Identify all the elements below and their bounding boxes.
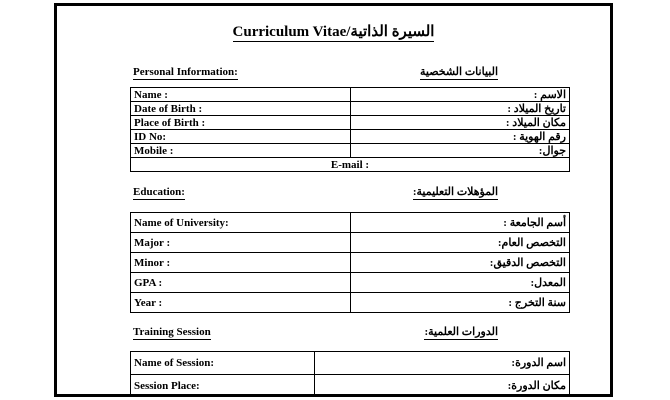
dob-label-ar: تاريخ الميلاد :: [350, 102, 570, 116]
id-label: ID No:: [131, 130, 351, 144]
table-row: [131, 375, 570, 398]
table-row: [131, 253, 570, 273]
page-title: [57, 22, 610, 41]
pob-label: Place of Birth :: [131, 116, 351, 130]
education-heading-ar: المؤهلات التعليمية:: [412, 186, 498, 198]
name-label: Name :: [131, 88, 351, 102]
table-row: [131, 102, 570, 116]
document-page: [54, 3, 613, 397]
session-name-label-ar: اسم الدورة:: [315, 352, 570, 375]
mobile-label-ar: جوال:: [350, 144, 570, 158]
table-row: [131, 293, 570, 313]
session-place-label: Session Place:: [131, 375, 315, 398]
table-row: [131, 158, 570, 172]
gpa-label-ar: المعدل:: [350, 273, 570, 293]
table-row: [131, 352, 570, 375]
education-heading-en: Education:: [133, 186, 185, 198]
minor-label-ar: التخصص الدقيق:: [350, 253, 570, 273]
pob-label-ar: مكان الميلاد :: [350, 116, 570, 130]
table-row: [131, 273, 570, 293]
gpa-label: GPA :: [131, 273, 351, 293]
name-label-ar: الاسم :: [350, 88, 570, 102]
major-label: Major :: [131, 233, 351, 253]
training-table: [130, 351, 570, 397]
minor-label: Minor :: [131, 253, 351, 273]
personal-heading-ar: البيانات الشخصية: [420, 66, 498, 78]
year-label-ar: سنة التخرج :: [350, 293, 570, 313]
table-row: [131, 130, 570, 144]
training-heading-en: Training Session: [133, 326, 211, 338]
table-row: [131, 116, 570, 130]
dob-label: Date of Birth :: [131, 102, 351, 116]
personal-heading-en: Personal Information:: [133, 66, 238, 78]
session-place-label-ar: مكان الدورة:: [315, 375, 570, 398]
major-label-ar: التخصص العام:: [350, 233, 570, 253]
table-row: [131, 88, 570, 102]
email-label: E-mail :: [131, 158, 570, 172]
table-row: [131, 233, 570, 253]
mobile-label: Mobile :: [131, 144, 351, 158]
id-label-ar: رقم الهوية :: [350, 130, 570, 144]
year-label: Year :: [131, 293, 351, 313]
session-name-label: Name of Session:: [131, 352, 315, 375]
training-heading-ar: الدورات العلمية:: [424, 326, 498, 338]
page-title-text: Curriculum Vitae/السيرة الذاتية: [232, 24, 435, 40]
personal-info-table: [130, 87, 570, 172]
education-table: [130, 212, 570, 313]
table-row: [131, 144, 570, 158]
university-label: Name of University:: [131, 213, 351, 233]
table-row: [131, 213, 570, 233]
university-label-ar: أسم الجامعة :: [350, 213, 570, 233]
